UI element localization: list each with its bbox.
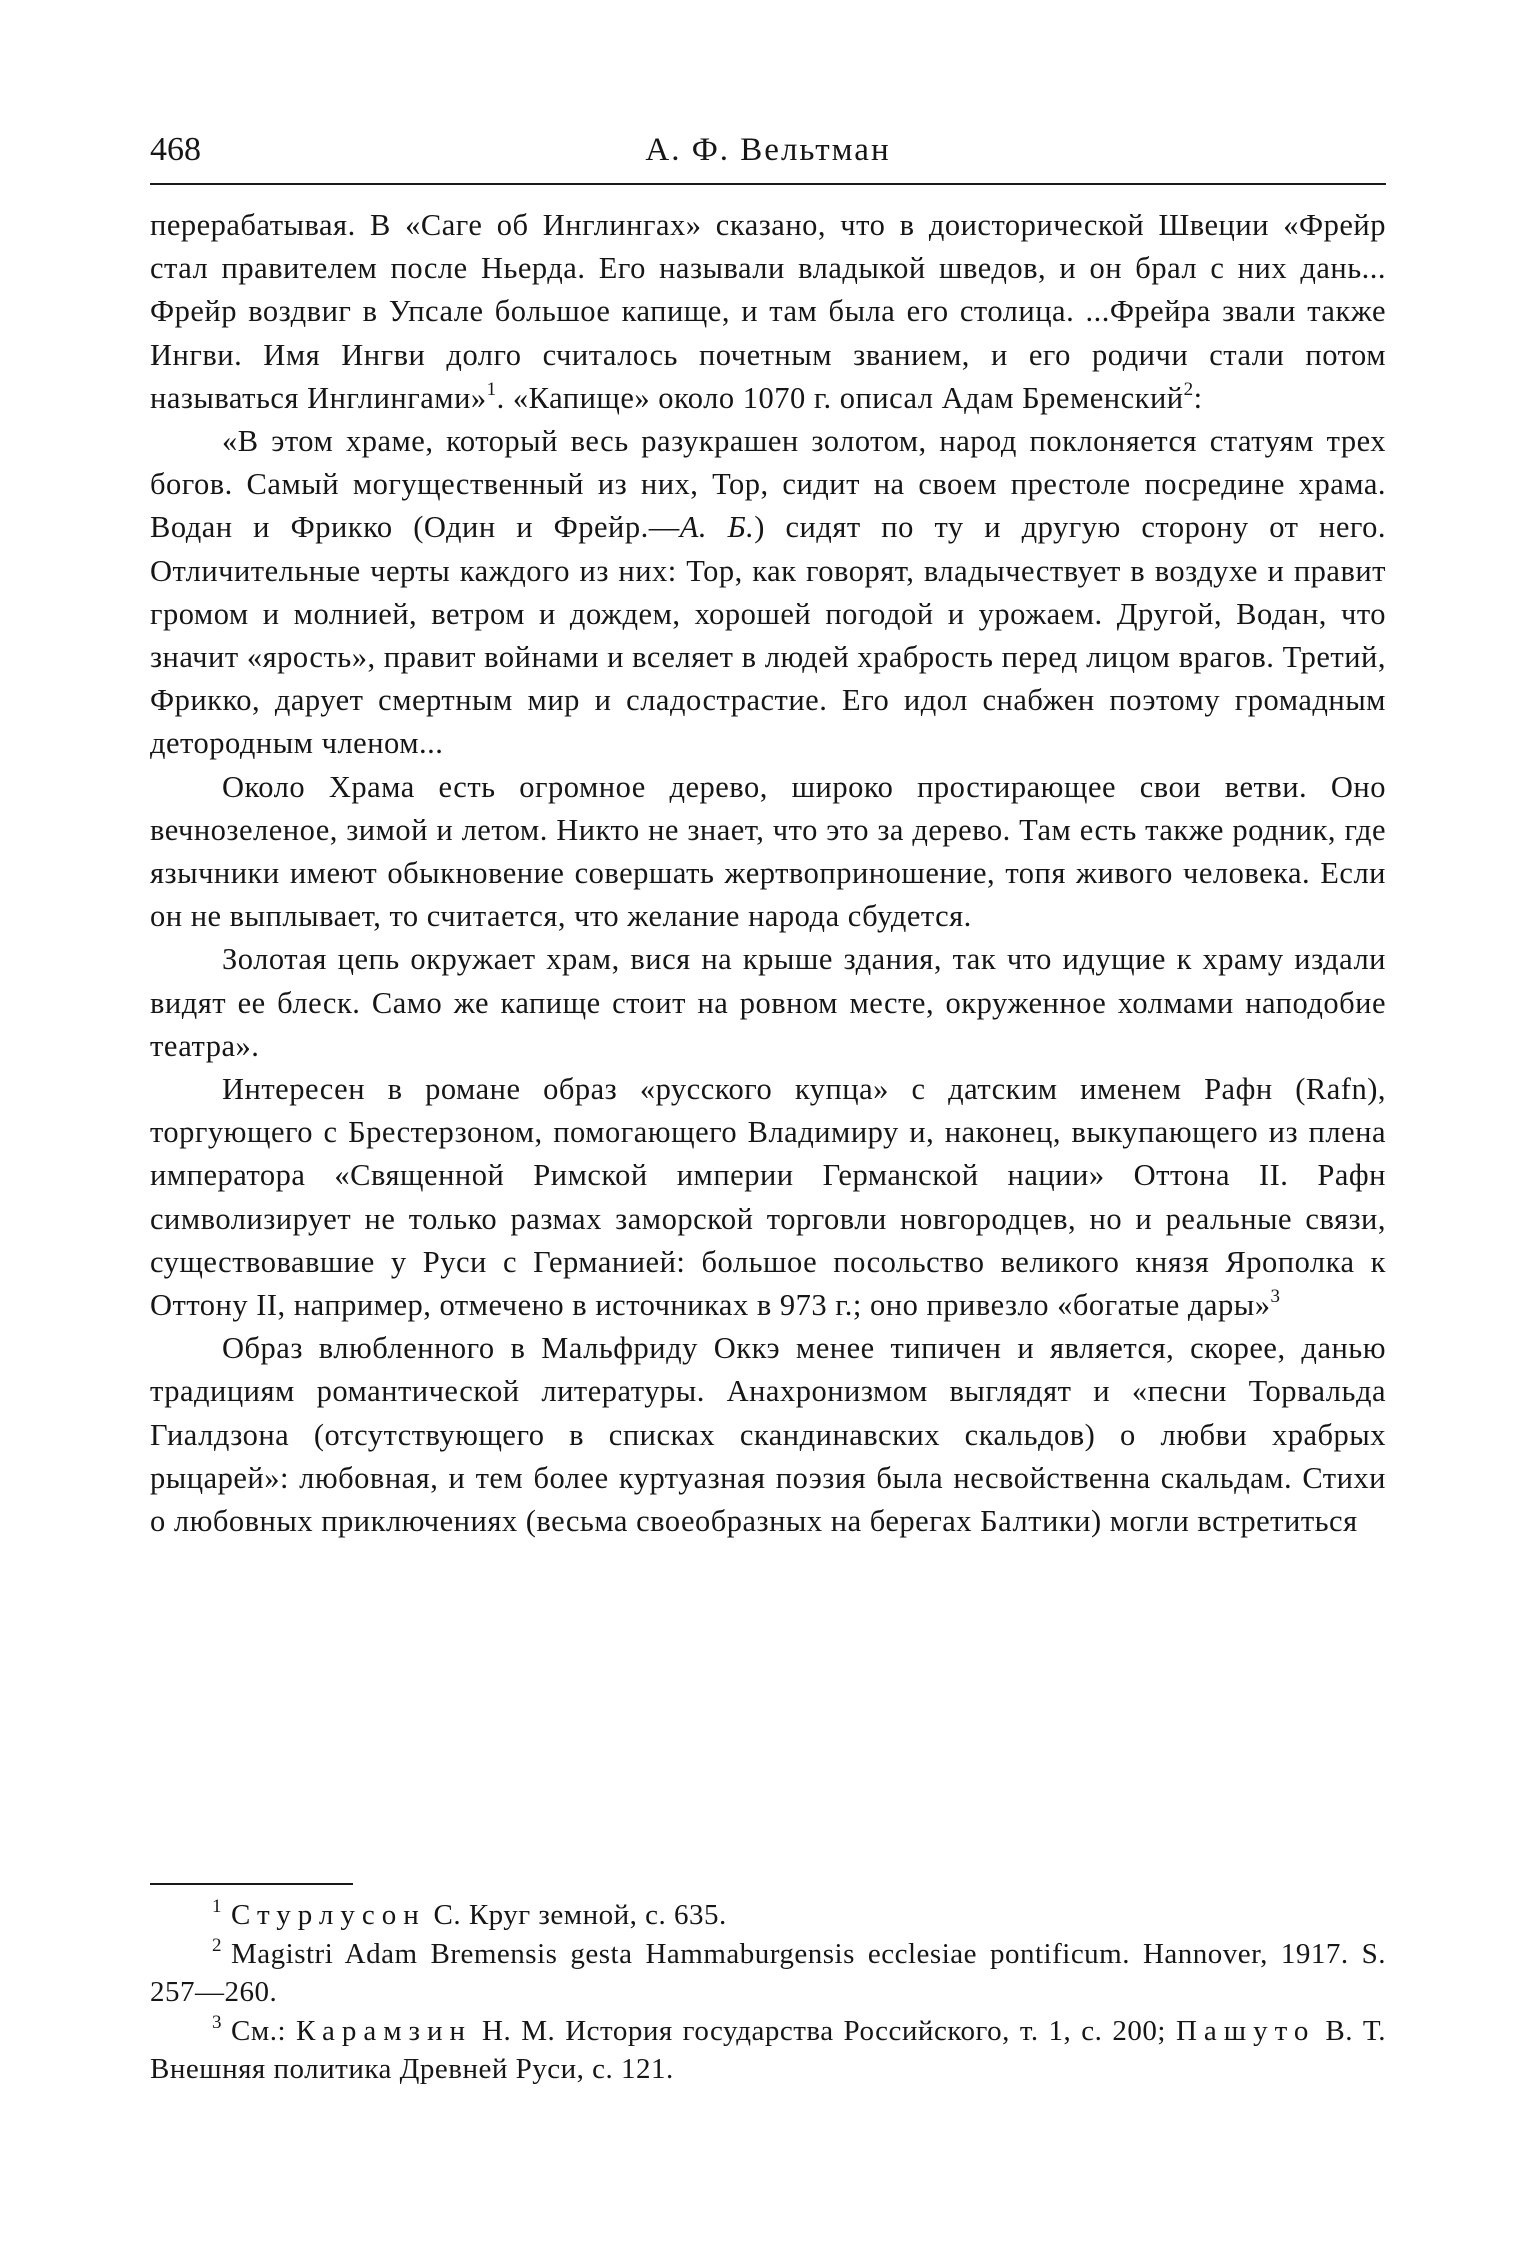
- footnote-ref-2: 2: [1183, 378, 1194, 400]
- paragraph-2-text-b: ) сидят по ту и другую сторону от него. Отличительные черты каждого из них: Тор, как говорят, владычествует в воздухе и правит громом и молнией, ветром и дождем, хорошей погодой и урожаем. Другой, Водан, что значит «ярость», правит войнами и вселяет в людей храбрость перед лицом врагов. Третий, Фрикко, дарует смертным мир и сладострастие. Его идол снабжен поэтому громадным детородным членом...: [150, 510, 1386, 761]
- paragraph-2: [150, 420, 1386, 766]
- footnote-2-text: Magistri Adam Bremensis gesta Hammaburgensis ecclesiae pontificum. Hannover, 1917. S. 257—260.: [150, 1937, 1386, 2008]
- footnote-1: [150, 1896, 1386, 1935]
- paragraph-5-text: Интересен в романе образ «русского купца» с датским именем Рафн (Rafn), торгующего с Брестерзоном, помогающего Владимиру и, наконец, выкупающего из плена императора «Священной Римской империи Германской нации» Оттона II. Рафн символизирует не только размах заморской торговли новгородцев, но и реальные связи, существовавшие у Руси с Германией: большое посольство великого князя Ярополка к Оттону II, например, отмечено в источниках в 973 г.; оно привезло «богатые дары»: [150, 1072, 1386, 1323]
- paragraph-2-text-a: «В этом храме, который весь разукрашен золотом, народ поклоняется статуям трех богов. Самый могущественный из них, Тор, сидит на своем престоле посредине храма. Водан и Фрикко (Один и Фрейр.—: [150, 424, 1386, 545]
- footnote-3-text-2: В. Т. Внешняя политика Древней Руси, с. 121.: [150, 2014, 1386, 2085]
- paragraph-3: Около Храма есть огромное дерево, широко простирающее свои ветви. Оно вечнозеленое, зимой и летом. Никто не знает, что это за дерево. Там есть также родник, где язычники имеют обыкновение совершать жертвоприношение, топя живого человека. Если он не выплывает, то считается, что желание народа сбудется.: [150, 769, 1386, 934]
- running-title: А. Ф. Вельтман: [645, 132, 891, 168]
- paragraph-1-text-c: :: [1193, 380, 1203, 415]
- footnote-ref-1: 1: [486, 378, 497, 400]
- paragraph-4: Золотая цепь окружает храм, вися на крыше здания, так что идущие к храму издали видят ее блеск. Само же капище стоит на ровном месте, окруженное холмами наподобие театра».: [150, 942, 1386, 1063]
- paragraph-1: [150, 204, 1386, 420]
- footnote-3-author-1: Карамзин: [295, 2014, 473, 2047]
- paragraph-5: [150, 1068, 1386, 1327]
- footnote-1-author: Стурлусон: [231, 1899, 426, 1931]
- editor-initials: А. Б.: [679, 510, 755, 545]
- footnote-3-prefix: См.:: [231, 2014, 296, 2047]
- footnote-3-text-1: Н. М. История государства Российского, т. 1, с. 200;: [472, 2014, 1176, 2047]
- footnote-3-author-2: Пашуто: [1175, 2014, 1316, 2047]
- paragraph-6: Образ влюбленного в Мальфриду Оккэ менее типичен и является, скорее, данью традициям романтической литературы. Анахронизмом выглядят и «песни Торвальда Гиалдзона (отсутствующего в списках скандинавских скальдов) о любви храбрых рыцарей»: любовная, и тем более куртуазная поэзия была несвойственна скальдам. Стихи о любовных приключениях (весьма своеобразных на берегах Балтики) могли встретиться: [150, 1331, 1386, 1539]
- footnote-1-marker: 1: [212, 1896, 222, 1917]
- page-number: 468: [150, 131, 201, 168]
- page-header: [150, 122, 1386, 178]
- paragraph-1-text-b: . «Капище» около 1070 г. описал Адам Бременский: [496, 380, 1184, 415]
- footnote-1-text: С. Круг земной, с. 635.: [425, 1899, 727, 1931]
- footnote-2-marker: 2: [212, 1934, 222, 1956]
- footnote-rule: [150, 1883, 353, 1885]
- header-rule: [150, 183, 1386, 185]
- footnote-2: [150, 1935, 1386, 2012]
- footnote-3-marker: 3: [212, 2011, 222, 2033]
- body-text: [150, 204, 1386, 1543]
- footnotes: [150, 1896, 1386, 2089]
- paragraph-1-text-a: перерабатывая. В «Саге об Инглингах» сказано, что в доисторической Швеции «Фрейр стал правителем после Ньерда. Его называли владыкой шведов, и он брал с них дань... Фрейр воздвиг в Упсале большое капище, и там была его столица. ...Фрейра звали также Ингви. Имя Ингви долго считалось почетным званием, и его родичи стали потом называться Инглингами»: [150, 208, 1386, 415]
- footnote-3: [150, 2012, 1386, 2089]
- footnote-ref-3: 3: [1270, 1286, 1281, 1308]
